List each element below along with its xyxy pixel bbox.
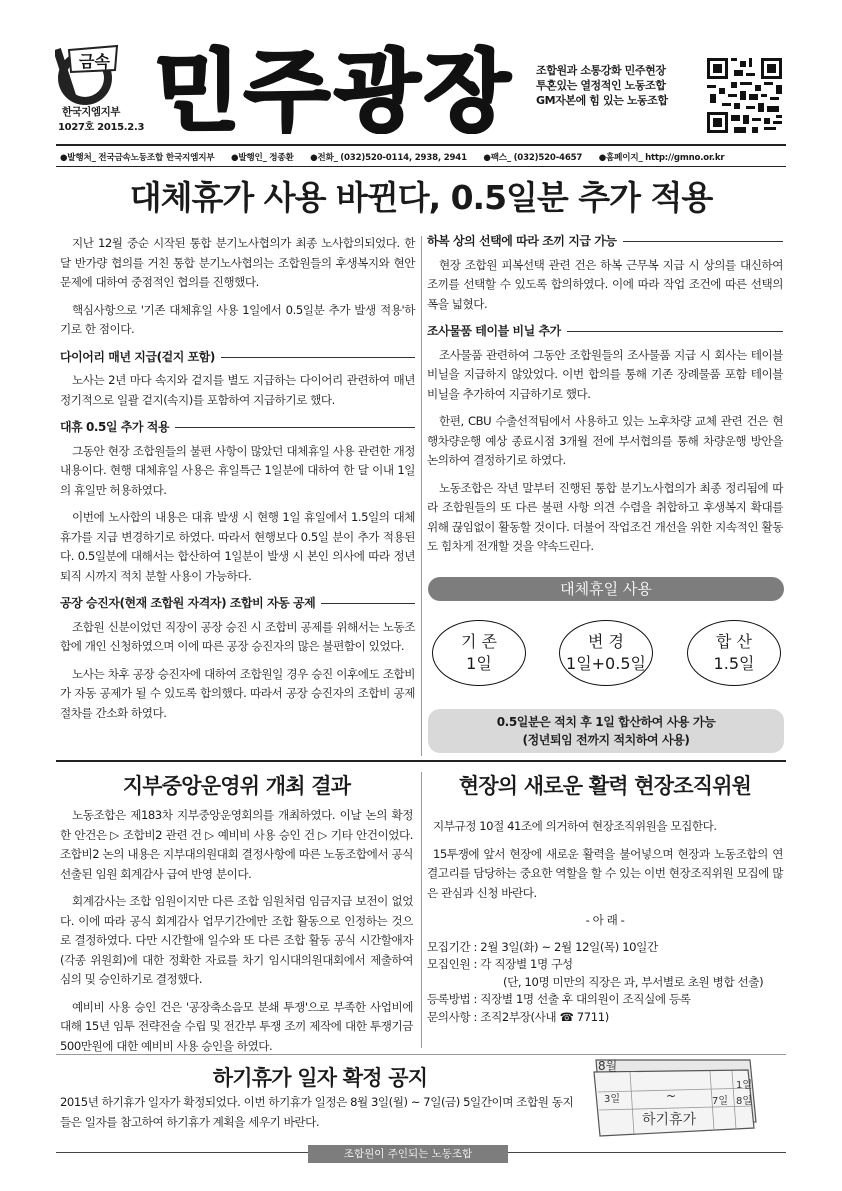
oval-value: 1.5일	[713, 654, 755, 673]
headline: 대체휴가 사용 바뀐다, 0.5일분 추가 적용	[129, 178, 713, 217]
holiday-note	[428, 709, 784, 753]
committee-article	[60, 806, 413, 1064]
svg-text:1일: 1일	[736, 1080, 753, 1091]
section-rule	[56, 760, 786, 762]
calendar-illustration	[590, 1052, 760, 1138]
slogan: 조합원과 소통강화 민주현장	[536, 64, 666, 77]
below-label: - 아 래 -	[585, 913, 625, 927]
fax-label: ●팩스_	[483, 153, 512, 163]
recruit-details	[427, 939, 783, 1027]
note-line: (정년퇴임 전까지 적치하여 사용)	[522, 733, 690, 747]
paragraph: 조사물품 관련하여 그동안 조합원들의 조사물품 지급 시 회사는 테이블 비닐을 지급하지 않았었다. 이번 합의를 통해 기존 장례물품 포함 테이블 비닐을 추가하여 지급하기로 했다.	[427, 347, 783, 401]
slogan: 투혼있는 열정적인 노동조합	[536, 79, 666, 92]
paragraph: 15투쟁에 앞서 현장에 새로운 활력을 불어넣으며 현장과 노동조합의 연결고리를 담당하는 중요한 역할을 할 수 있는 이번 현장조직위원 모집에 많은 관심과 신청 바란다.	[427, 846, 783, 900]
detail-row: (단, 10명 미만의 직장은 과, 부서별로 초원 병합 선출)	[503, 974, 764, 989]
subheading: 다이어리 매년 지급(겉지 포함)	[60, 348, 415, 368]
paragraph: 핵심사항으로 '기존 대체휴일 사용 1일에서 0.5일분 추가 발생 적용'하기로 한 점이다.	[60, 302, 415, 336]
phone-label: ●전화_	[310, 153, 338, 163]
paragraph: 노사는 차후 공장 승진자에 대하여 조합원일 경우 승진 이후에도 조합비가 자동 공제가 될 수 있도록 합의했다. 따라서 공장 승진자의 조합비 공제 절차를 간소화 하였다.	[60, 666, 415, 720]
paragraph: 노동조합은 제183차 지부중앙운영회의를 개최하였다. 이날 논의 확정한 안건은 ▷ 조합비2 관련 건 ▷ 예비비 사용 승인 건 ▷ 기타 안건이었다. 조합비2 논의 내용은 지부대의원대회 결정사항에 따른 노동조합에서 공식 선출된 임원 회계감사 급여 반영 분이다.	[60, 808, 413, 881]
oval-changed	[559, 620, 653, 686]
qr-code	[707, 58, 782, 133]
recruit-article	[427, 817, 783, 1026]
oval-label: 합 산	[716, 632, 752, 651]
info-rule	[56, 166, 786, 167]
detail-row: 등록방법 : 직장별 1명 선출 후 대의원이 조직실에 등록	[427, 992, 691, 1006]
paragraph: 지난 12월 중순 시작된 통합 분기노사협의가 최종 노사합의되었다. 한 달 반가량 협의를 거친 통합 분기노사협의는 조합원들의 후생복지와 현안문제에 대하여 중점적인 협의를 진행했다.	[60, 236, 415, 289]
oval-value: 1일	[466, 654, 492, 673]
paragraph: 그동안 현장 조합원들의 불편 사항이 많았던 대체휴일 사용 관련한 개정 내용이다. 현행 대체휴일 사용은 휴일특근 1일분에 대하여 한 달 이내 1일의 휴일만 허용하였다.	[60, 443, 415, 497]
oval-before	[432, 620, 526, 686]
detail-row: 문의사항 : 조직2부장(사내 ☎ 7711)	[427, 1009, 609, 1024]
paragraph: 회계감사는 조합 임원이지만 다른 조합 임원처럼 임금지급 보전이 없었다. 이에 따라 공식 회계감사 업무기간에만 조합 활동으로 인정하는 것으로 결정하였다. 다만 시간할애 일수와 또 다른 조합 활동 공식 시간할애자(각종 위원회)에 대한 정확한 자료를 차기 임시대의원대회에서 제출하여 심의 및 승인하기로 결정했다.	[60, 894, 413, 986]
paragraph: 이번에 노사합의 내용은 대휴 발생 시 현행 1일 휴일에서 1.5일의 대체휴가를 지급 변경하기로 하였다. 따라서 현행보다 0.5일 분이 추가 적용된다. 0.5일분에 대해서는 합산하여 1일분이 발생 시 본인 의사에 따라 정년퇴직 시까지 적치 분할 사용이 가능하다.	[60, 510, 415, 583]
paragraph: 지부규정 10절 41조에 의거하여 현장조직위원을 모집한다.	[433, 819, 717, 833]
oval-total	[687, 620, 781, 686]
vacation-text: 2015년 하기휴가 일자가 확정되었다. 이번 하기휴가 일정은 8월 3일(월) ~ 7일(금) 5일간이며 조합원 동지들은 일자를 참고하여 하기휴가 계획을 세우기 바란다.	[60, 1095, 574, 1129]
svg-text:하기휴가: 하기휴가	[642, 1112, 697, 1128]
article-right	[427, 232, 783, 565]
paragraph: 현장 조합원 피복선택 관련 건은 하복 근무복 지급 시 상의를 대신하여 조끼를 선택할 수 있도록 합의하였다. 이에 따라 작업 조건에 따른 선택의 폭을 넓혔다.	[427, 257, 783, 311]
slogan: GM자본에 힘 있는 노동조합	[536, 94, 668, 107]
svg-text:민주광장: 민주광장	[154, 40, 514, 134]
masthead-title	[150, 34, 520, 134]
column-divider	[421, 236, 422, 756]
paragraph: 노동조합은 작년 말부터 진행된 통합 분기노사협의가 최종 정리됨에 따라 조합원들의 또 다른 불편 사항 의견 수렴을 취합하고 후생복지 확대를 위해 끊임없이 활동할 것이다. 더불어 작업조건 개선을 위한 지속적인 활동도 힘차게 전개할 것을 약속드린다.	[427, 480, 783, 553]
detail-row: 모집기간 : 2월 3일(화) ~ 2월 12일(목) 10일간	[427, 939, 658, 954]
subheading: 조사물품 테이블 비닐 추가	[427, 322, 783, 342]
paragraph: 한편, CBU 수출선적팀에서 사용하고 있는 노후차량 교체 관련 건은 현행차량운행 예상 종료시점 3개월 전에 부서협의를 통해 차량운행 방안을 논의하여 결정하기로 하였다.	[427, 414, 783, 467]
recruit-title: 현장의 새로운 활력 현장조직위원	[458, 774, 752, 798]
paragraph: 조합원 신분이었던 직장이 공장 승진 시 조합비 공제를 위해서는 노동조합에 개인 신청하였으며 이에 따른 공장 승진자의 많은 불편함이 있었다.	[60, 619, 415, 653]
holiday-box-title: 대체휴일 사용	[428, 577, 784, 601]
column-divider	[421, 772, 422, 1048]
info-bar	[60, 151, 790, 163]
paragraph: 예비비 사용 승인 건은 '공장축소음모 분쇄 투쟁'으로 부족한 사업비에 대해 15년 임투 전략전술 수립 및 전간부 투쟁 조끼 제작에 대한 투쟁기금 500만원에 대한 예비비 사용 승인을 하였다.	[60, 999, 413, 1053]
oval-value: 1일+0.5일	[566, 654, 646, 673]
issue-info: 1027호 2015.2.3	[58, 122, 145, 133]
subheading: 공장 승진자(현재 조합원 자격자) 조합비 자동 공제	[60, 594, 415, 614]
union-logo	[55, 44, 123, 108]
org-name: 한국지엠지부	[62, 106, 120, 118]
issuer: 정종환	[269, 153, 294, 163]
subheading: 대휴 0.5일 추가 적용	[60, 418, 415, 438]
detail-row: 모집인원 : 각 직장별 1명 구성	[427, 957, 573, 971]
phone: (032)520-0114, 2938, 2941	[340, 153, 467, 163]
svg-text:금속: 금속	[79, 52, 110, 71]
web-label: ●홈페이지_	[598, 153, 643, 163]
publisher: 전국금속노동조합 한국지엠지부	[98, 153, 215, 163]
committee-title: 지부중앙운영위 개최 결과	[122, 774, 351, 798]
svg-text:3일: 3일	[604, 1094, 621, 1105]
footer-slogan: 조합원이 주인되는 노동조합	[308, 1145, 508, 1163]
header-rule	[56, 144, 786, 146]
note-line: 0.5일분은 적치 후 1일 합산하여 사용 가능	[496, 715, 716, 729]
article-left	[60, 234, 415, 731]
website: http://gmno.or.kr	[645, 153, 725, 163]
publisher-label: ●발행처_	[60, 153, 96, 163]
paragraph: 노사는 2년 마다 속지와 겉지를 별도 지급하는 다이어리 관련하여 매년 정기적으로 일괄 겉지(속지)를 포함하여 지급하기로 했다.	[60, 373, 415, 407]
svg-text:~: ~	[666, 1089, 677, 1103]
slogans	[536, 63, 668, 108]
svg-text:7일: 7일	[712, 1096, 729, 1107]
issuer-label: ●발행인_	[231, 153, 267, 163]
oval-label: 변 경	[588, 632, 624, 651]
svg-text:8월: 8월	[598, 1059, 618, 1073]
svg-text:8일: 8일	[736, 1096, 753, 1107]
oval-label: 기 존	[461, 632, 497, 651]
vacation-title: 하기휴가 일자 확정 공지	[212, 1066, 428, 1090]
fax: (032)520-4657	[513, 153, 583, 163]
subheading: 하복 상의 선택에 따라 조끼 지급 가능	[427, 232, 783, 252]
